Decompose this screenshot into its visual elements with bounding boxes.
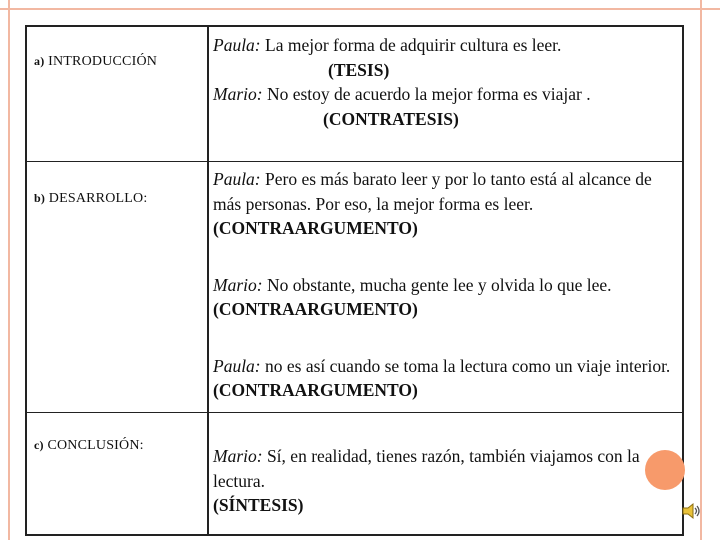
row-prefix: c) bbox=[34, 438, 44, 452]
argument-tag: (CONTRAARGUMENTO) bbox=[213, 380, 418, 400]
decorative-circle bbox=[645, 450, 685, 490]
row-label-text: INTRODUCCIÓN bbox=[48, 54, 158, 69]
row-content-desarrollo bbox=[213, 167, 672, 403]
row-label-conclusion bbox=[34, 438, 144, 454]
table-row-conclusion bbox=[27, 412, 682, 536]
row-label-introduccion bbox=[34, 54, 157, 70]
speaker-name: Mario: bbox=[213, 274, 263, 295]
row-content-introduccion bbox=[213, 33, 672, 131]
row-label-desarrollo bbox=[34, 191, 147, 207]
speaker-name: Paula: bbox=[213, 169, 261, 189]
slide-frame-left bbox=[8, 0, 10, 540]
speaker-name: Mario: bbox=[213, 84, 263, 104]
speaker-name: Mario: bbox=[213, 446, 263, 466]
argument-table bbox=[25, 25, 684, 536]
row-content-conclusion bbox=[213, 444, 652, 518]
argument-tag: (TESIS) bbox=[328, 59, 390, 80]
argument-tag: (CONTRATESIS) bbox=[323, 108, 459, 129]
argument-tag: (SÍNTESIS) bbox=[213, 495, 304, 515]
speaker-name: Paula: bbox=[213, 35, 261, 55]
table-row-desarrollo bbox=[27, 161, 682, 413]
speaker-name: Paula: bbox=[213, 355, 261, 376]
argument-tag: (CONTRAARGUMENTO) bbox=[213, 218, 418, 238]
dialogue-text: La mejor forma de adquirir cultura es leer. bbox=[265, 35, 562, 55]
speaker-icon[interactable] bbox=[680, 500, 702, 522]
table-row-introduccion bbox=[27, 27, 682, 162]
row-label-text: CONCLUSIÓN: bbox=[47, 438, 144, 453]
row-label-text: DESARROLLO: bbox=[48, 191, 148, 206]
dialogue-text: Sí, en realidad, tienes razón, también viajamos con la lectura. bbox=[213, 446, 640, 491]
argument-tag: (CONTRAARGUMENTO) bbox=[213, 299, 418, 319]
dialogue-text: Pero es más barato leer y por lo tanto está al alcance de más personas. Por eso, la mejor forma es leer. bbox=[213, 169, 652, 214]
row-prefix: a) bbox=[34, 54, 45, 68]
dialogue-text: no es así cuando se toma la lectura como un viaje interior. bbox=[265, 355, 671, 376]
slide-frame-top bbox=[0, 8, 720, 10]
row-prefix: b) bbox=[34, 191, 46, 205]
dialogue-text: No estoy de acuerdo la mejor forma es viajar . bbox=[266, 84, 591, 104]
dialogue-text: No obstante, mucha gente lee y olvida lo que lee. bbox=[266, 274, 612, 295]
slide-frame-right bbox=[700, 0, 702, 540]
